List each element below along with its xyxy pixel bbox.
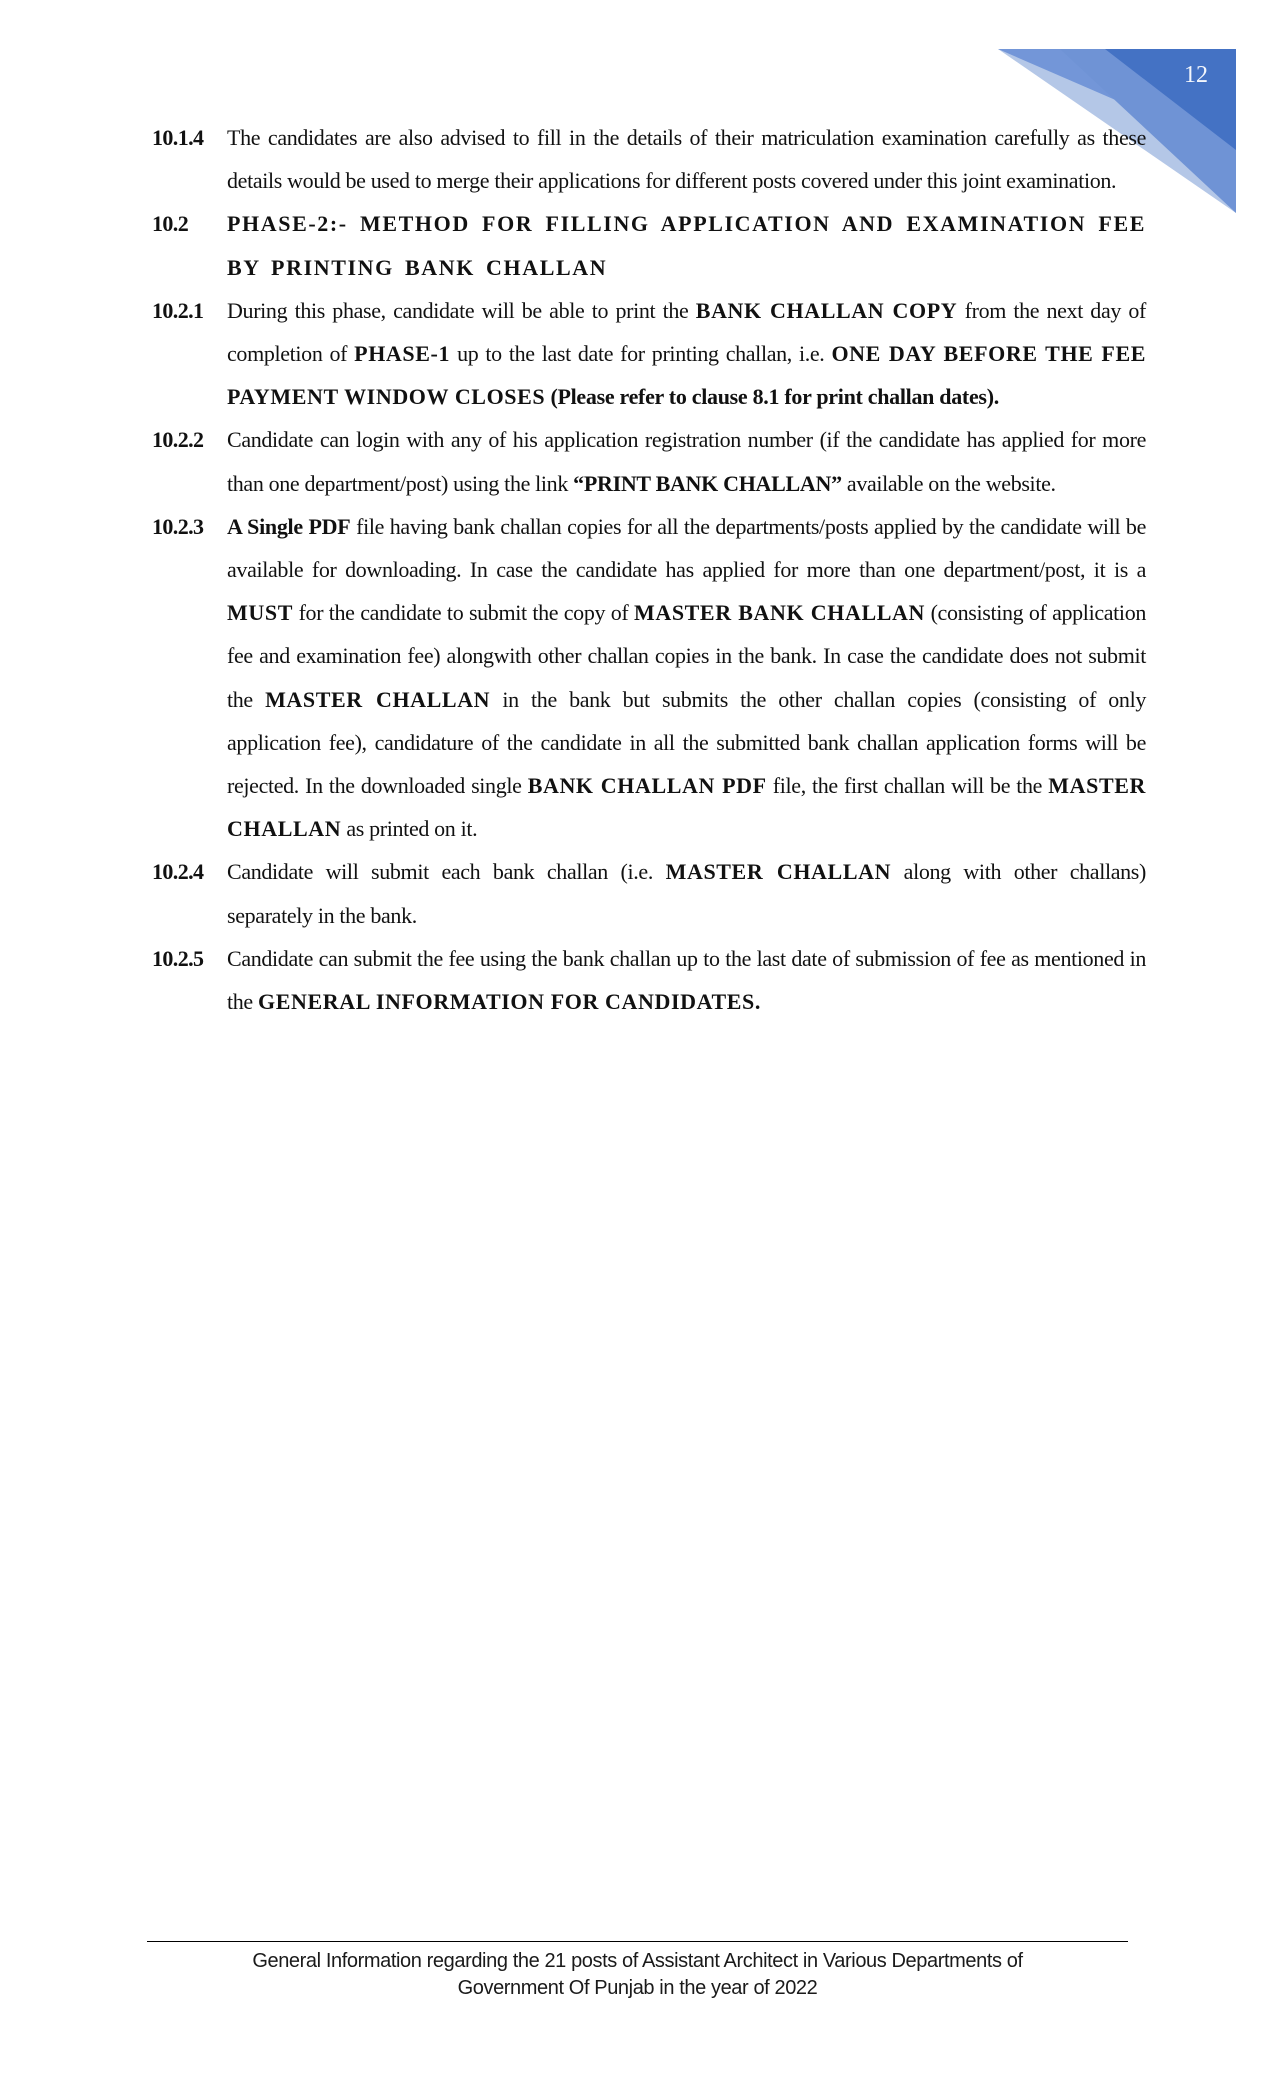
clause-number: 10.2.4 <box>152 859 204 885</box>
bold-text: (Please refer to clause 8.1 for print challan dates). <box>545 384 999 410</box>
clause-number: 10.2.2 <box>152 427 204 453</box>
bold-text: “PRINT BANK CHALLAN” <box>573 470 842 496</box>
document-body <box>152 116 1146 1023</box>
bold-text: A Single PDF <box>227 513 351 539</box>
text-run: file having bank challan copies for all the departments/posts applied by the candidate will be available for downloading. In case the candidate has applied for more than one department/post, it is a <box>227 513 1146 583</box>
text-run: The candidates are also advised to fill in the details of their matriculation examination carefully as these details would be used to merge their applications for different posts covered under this joint examination. <box>227 125 1146 194</box>
clause-10-2 <box>152 202 1146 288</box>
clause-text <box>227 202 1146 288</box>
clause-10-2-3 <box>152 505 1146 851</box>
page-footer <box>147 1948 1128 2002</box>
clause-10-2-4 <box>152 850 1146 936</box>
text-run: Candidate can submit the fee using the bank challan up to the last date of submission of fee as mentioned in the <box>227 945 1146 1015</box>
text-run: Candidate can login with any of his application registration number (if the candidate has applied for more than one department/post) using the link <box>227 427 1146 496</box>
text-run: available on the website. <box>841 470 1056 496</box>
text-run: for the candidate to submit the copy of <box>292 600 634 626</box>
clause-number: 10.2.5 <box>152 945 204 971</box>
clause-number: 10.1.4 <box>152 125 204 150</box>
bold-text: PHASE-1 <box>354 341 451 367</box>
bold-text: MASTER BANK CHALLAN <box>633 600 925 626</box>
clause-10-2-1 <box>152 289 1146 419</box>
clause-number: 10.2 <box>152 211 189 237</box>
bold-text: ONE DAY BEFORE THE FEE PAYMENT WINDOW CLOSES <box>227 341 1147 410</box>
clause-10-1-4 <box>152 116 1146 202</box>
clause-text <box>227 850 1146 936</box>
text-run: (consisting of application fee and examination fee) alongwith other challan copies in the bank. In case the candidate does not submit the <box>227 600 1146 712</box>
text-run: as printed on it. <box>341 816 478 842</box>
footer-divider <box>147 1941 1128 1942</box>
bold-text: BANK CHALLAN PDF <box>527 773 767 799</box>
text-run: file, the first challan will be the <box>766 773 1049 799</box>
text-run: During this phase, candidate will be able to print the <box>227 297 696 323</box>
text-run: along with other challans) separately in the bank. <box>227 859 1146 928</box>
clause-10-2-5 <box>152 937 1146 1023</box>
footer-line-1: General Information regarding the 21 posts of Assistant Architect in Various Departments of <box>252 1950 1023 1972</box>
footer-line-2: Government Of Punjab in the year of 2022 <box>457 1977 818 1999</box>
bold-text: BANK CHALLAN COPY <box>695 297 958 323</box>
clause-text <box>227 937 1146 1023</box>
clause-number: 10.2.1 <box>152 297 204 323</box>
bold-text: PHASE-2:- METHOD FOR FILLING APPLICATION AND EXAMINATION FEE BY PRINTING BANK CHALLAN <box>227 211 1146 280</box>
clause-text <box>227 505 1146 851</box>
clause-text <box>227 116 1146 202</box>
bold-text: MASTER CHALLAN <box>265 686 491 712</box>
bold-text: MASTER CHALLAN <box>665 859 892 885</box>
text-run: in the bank but submits the other challan copies (consisting of only application fee), candidature of the candidate in all the submitted bank challan application forms will be rejected. In the downloaded single <box>227 686 1146 799</box>
text-run: from the next day of completion of <box>227 297 1146 367</box>
bold-text: MUST <box>227 600 293 626</box>
page-number: 12 <box>1184 62 1208 88</box>
text-run: Candidate will submit each bank challan (i.e. <box>227 859 666 885</box>
clause-text <box>227 418 1146 504</box>
clause-text <box>227 289 1146 419</box>
bold-text: GENERAL INFORMATION FOR CANDIDATES. <box>257 989 761 1015</box>
clause-10-2-2 <box>152 418 1146 504</box>
bold-text: MASTER CHALLAN <box>227 773 1146 842</box>
clause-number: 10.2.3 <box>152 513 204 539</box>
text-run: up to the last date for printing challan, i.e. <box>450 341 832 367</box>
